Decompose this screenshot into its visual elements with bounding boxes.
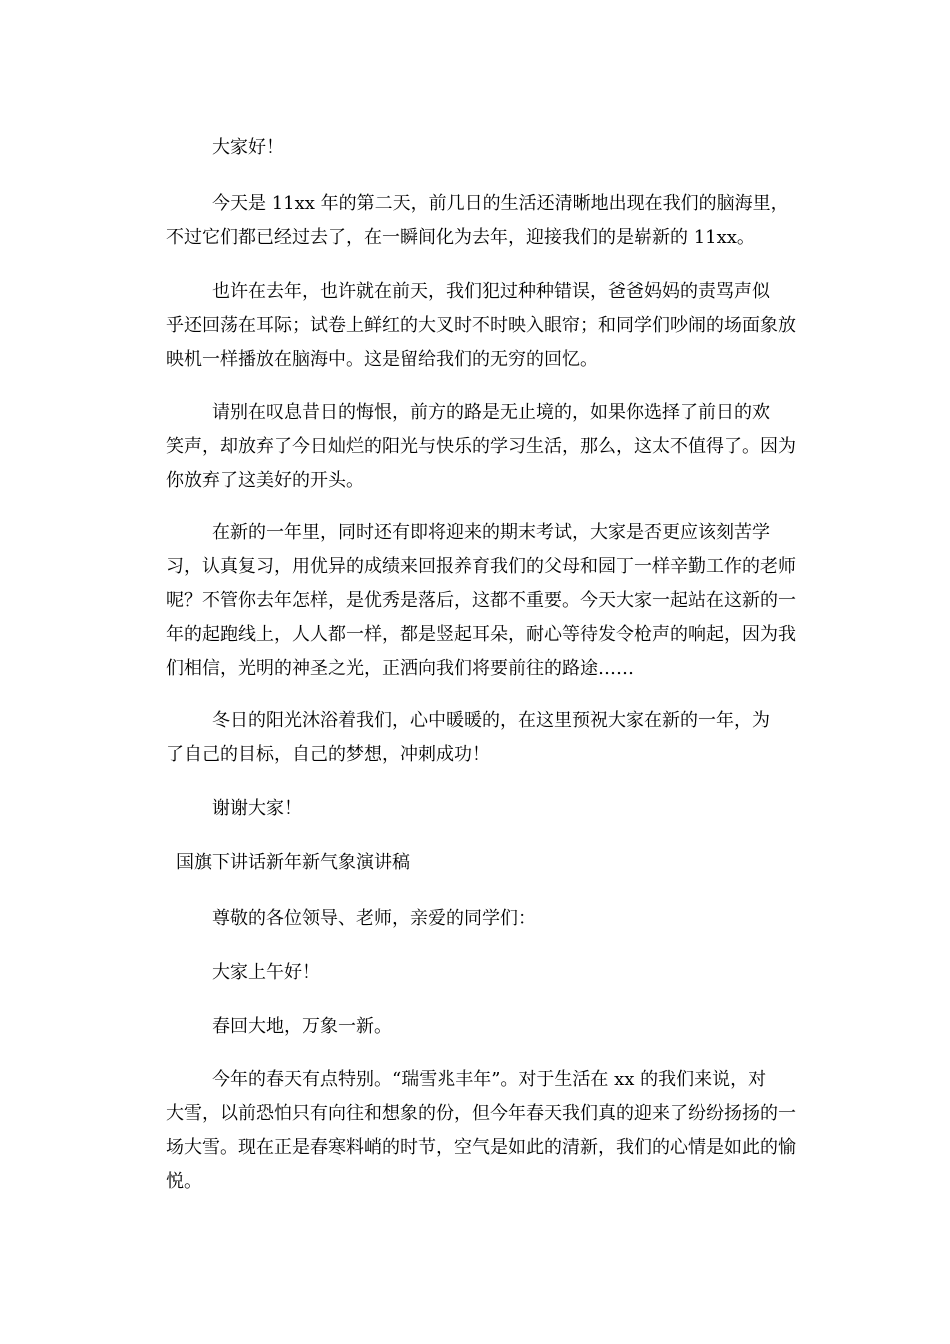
- text-line: 今天是 11xx 年的第二天，前几日的生活还清晰地出现在我们的脑海里，: [212, 193, 789, 214]
- paragraph-new-year-exam: [166, 516, 810, 686]
- text-line: 也许在去年，也许就在前天，我们犯过种种错误，爸爸妈妈的责骂声似: [212, 281, 770, 302]
- text-line: 习，认真复习，用优异的成绩来回报养育我们的父母和园丁一样辛勤工作的老师: [166, 556, 796, 577]
- text-line: 今年的春天有点特别。“瑞雪兆丰年”。对于生活在 xx 的我们来说，对: [212, 1069, 767, 1090]
- text-line: 了自己的目标，自己的梦想，冲刺成功！: [166, 744, 490, 765]
- text-line: 尊敬的各位领导、老师，亲爱的同学们：: [212, 908, 536, 929]
- paragraph-winter-sun: [166, 704, 810, 772]
- text-line: 悦。: [166, 1171, 202, 1192]
- paragraph-new-year-day: [166, 187, 810, 255]
- paragraph-salutation: [166, 902, 810, 936]
- paragraph-thanks: [166, 792, 810, 826]
- paragraph-regret: [166, 396, 810, 498]
- text-line: 春回大地，万象一新。: [212, 1016, 392, 1037]
- text-line: 大雪，以前恐怕只有向往和想象的份，但今年春天我们真的迎来了纷纷扬扬的一: [166, 1103, 796, 1124]
- text-line: 不过它们都已经过去了，在一瞬间化为去年，迎接我们的是崭新的 11xx。: [166, 227, 755, 248]
- title-text: 国旗下讲话新年新气象演讲稿: [176, 852, 410, 873]
- text-line: 请别在叹息昔日的悔恨，前方的路是无止境的，如果你选择了前日的欢: [212, 402, 770, 423]
- text-line: 你放弃了这美好的开头。: [166, 470, 364, 491]
- paragraph-greeting: [166, 131, 810, 165]
- text-line: 乎还回荡在耳际；试卷上鲜红的大叉时不时映入眼帘；和同学们吵闹的场面象放: [166, 315, 796, 336]
- text-line: 年的起跑线上，人人都一样，都是竖起耳朵，耐心等待发令枪声的响起，因为我: [166, 624, 796, 645]
- paragraph-spring-returns: [166, 1010, 810, 1044]
- paragraph-good-morning: [166, 956, 810, 990]
- text-line: 谢谢大家！: [212, 798, 302, 819]
- speech-title: [166, 846, 810, 880]
- text-line: 冬日的阳光沐浴着我们，心中暖暖的，在这里预祝大家在新的一年，为: [212, 710, 770, 731]
- paragraph-snow: [166, 1063, 810, 1199]
- text-line: 们相信，光明的神圣之光，正洒向我们将要前往的路途……: [166, 658, 634, 679]
- text-line: 大家好！: [212, 137, 284, 158]
- text-line: 场大雪。现在正是春寒料峭的时节，空气是如此的清新，我们的心情是如此的愉: [166, 1137, 796, 1158]
- text-line: 映机一样播放在脑海中。这是留给我们的无穷的回忆。: [166, 349, 598, 370]
- text-line: 在新的一年里，同时还有即将迎来的期末考试，大家是否更应该刻苦学: [212, 522, 770, 543]
- text-line: 大家上午好！: [212, 962, 320, 983]
- text-line: 笑声，却放弃了今日灿烂的阳光与快乐的学习生活，那么，这太不值得了。因为: [166, 436, 796, 457]
- paragraph-mistakes: [166, 275, 810, 377]
- text-line: 呢？不管你去年怎样，是优秀是落后，这都不重要。今天大家一起站在这新的一: [166, 590, 796, 611]
